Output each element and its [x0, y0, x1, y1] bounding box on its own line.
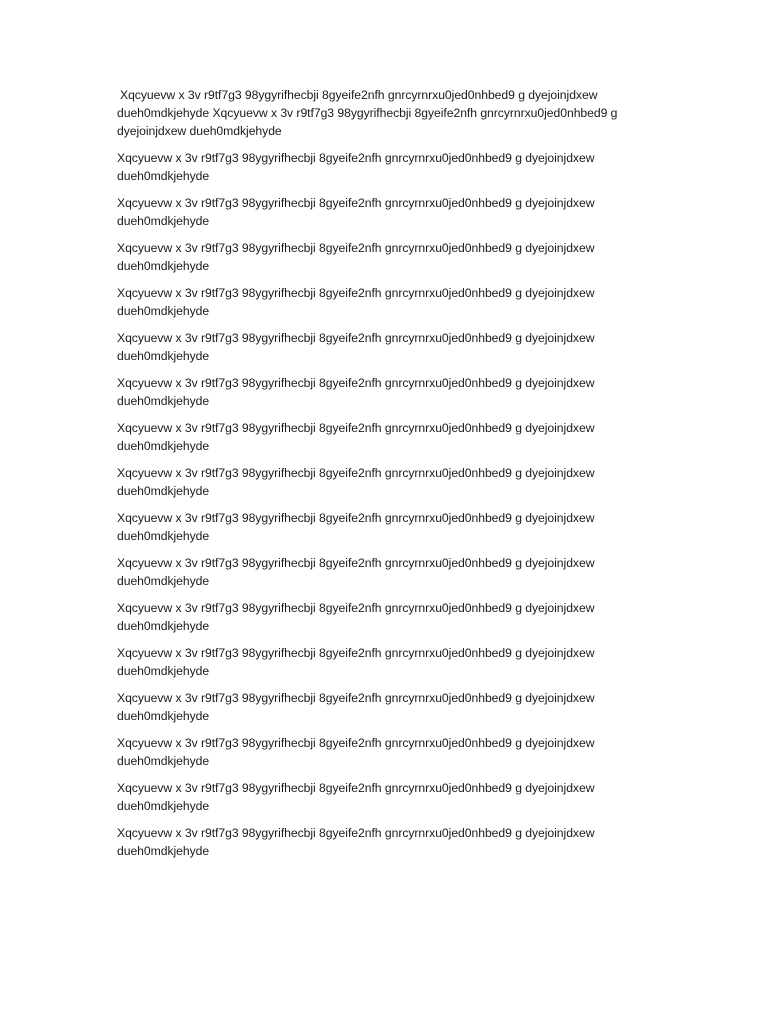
- paragraph-9: Xqcyuevw x 3v r9tf7g3 98ygyrifhecbji 8gyeife2nfh gnrcyrnrxu0jed0nhbed9 g dyejoinjdxew dueh0mdkjehyde: [117, 466, 595, 498]
- paragraph-10: Xqcyuevw x 3v r9tf7g3 98ygyrifhecbji 8gyeife2nfh gnrcyrnrxu0jed0nhbed9 g dyejoinjdxew dueh0mdkjehyde: [117, 511, 595, 543]
- paragraph-1: Xqcyuevw x 3v r9tf7g3 98ygyrifhecbji 8gyeife2nfh gnrcyrnrxu0jed0nhbed9 g dyejoinjdxew dueh0mdkjehyde Xqcyuevw x 3v r9tf7g3 98ygyrifhecbji 8gyeife2nfh gnrcyrnrxu0jed0nhbed9 g dyejoinjdxew dueh0mdkjehyde: [117, 88, 618, 138]
- paragraph-17: Xqcyuevw x 3v r9tf7g3 98ygyrifhecbji 8gyeife2nfh gnrcyrnrxu0jed0nhbed9 g dyejoinjdxew dueh0mdkjehyde: [117, 826, 595, 858]
- paragraph-16: Xqcyuevw x 3v r9tf7g3 98ygyrifhecbji 8gyeife2nfh gnrcyrnrxu0jed0nhbed9 g dyejoinjdxew dueh0mdkjehyde: [117, 781, 595, 813]
- paragraph-11: Xqcyuevw x 3v r9tf7g3 98ygyrifhecbji 8gyeife2nfh gnrcyrnrxu0jed0nhbed9 g dyejoinjdxew dueh0mdkjehyde: [117, 556, 595, 588]
- paragraph-3: Xqcyuevw x 3v r9tf7g3 98ygyrifhecbji 8gyeife2nfh gnrcyrnrxu0jed0nhbed9 g dyejoinjdxew dueh0mdkjehyde: [117, 196, 595, 228]
- paragraph-4: Xqcyuevw x 3v r9tf7g3 98ygyrifhecbji 8gyeife2nfh gnrcyrnrxu0jed0nhbed9 g dyejoinjdxew dueh0mdkjehyde: [117, 241, 595, 273]
- document-body: [117, 86, 627, 869]
- paragraph-13: Xqcyuevw x 3v r9tf7g3 98ygyrifhecbji 8gyeife2nfh gnrcyrnrxu0jed0nhbed9 g dyejoinjdxew dueh0mdkjehyde: [117, 646, 595, 678]
- paragraph-5: Xqcyuevw x 3v r9tf7g3 98ygyrifhecbji 8gyeife2nfh gnrcyrnrxu0jed0nhbed9 g dyejoinjdxew dueh0mdkjehyde: [117, 286, 595, 318]
- paragraph-15: Xqcyuevw x 3v r9tf7g3 98ygyrifhecbji 8gyeife2nfh gnrcyrnrxu0jed0nhbed9 g dyejoinjdxew dueh0mdkjehyde: [117, 736, 595, 768]
- paragraph-8: Xqcyuevw x 3v r9tf7g3 98ygyrifhecbji 8gyeife2nfh gnrcyrnrxu0jed0nhbed9 g dyejoinjdxew dueh0mdkjehyde: [117, 421, 595, 453]
- paragraph-2: Xqcyuevw x 3v r9tf7g3 98ygyrifhecbji 8gyeife2nfh gnrcyrnrxu0jed0nhbed9 g dyejoinjdxew dueh0mdkjehyde: [117, 151, 595, 183]
- paragraph-14: Xqcyuevw x 3v r9tf7g3 98ygyrifhecbji 8gyeife2nfh gnrcyrnrxu0jed0nhbed9 g dyejoinjdxew dueh0mdkjehyde: [117, 691, 595, 723]
- paragraph-6: Xqcyuevw x 3v r9tf7g3 98ygyrifhecbji 8gyeife2nfh gnrcyrnrxu0jed0nhbed9 g dyejoinjdxew dueh0mdkjehyde: [117, 331, 595, 363]
- paragraph-12: Xqcyuevw x 3v r9tf7g3 98ygyrifhecbji 8gyeife2nfh gnrcyrnrxu0jed0nhbed9 g dyejoinjdxew dueh0mdkjehyde: [117, 601, 595, 633]
- paragraph-7: Xqcyuevw x 3v r9tf7g3 98ygyrifhecbji 8gyeife2nfh gnrcyrnrxu0jed0nhbed9 g dyejoinjdxew dueh0mdkjehyde: [117, 376, 595, 408]
